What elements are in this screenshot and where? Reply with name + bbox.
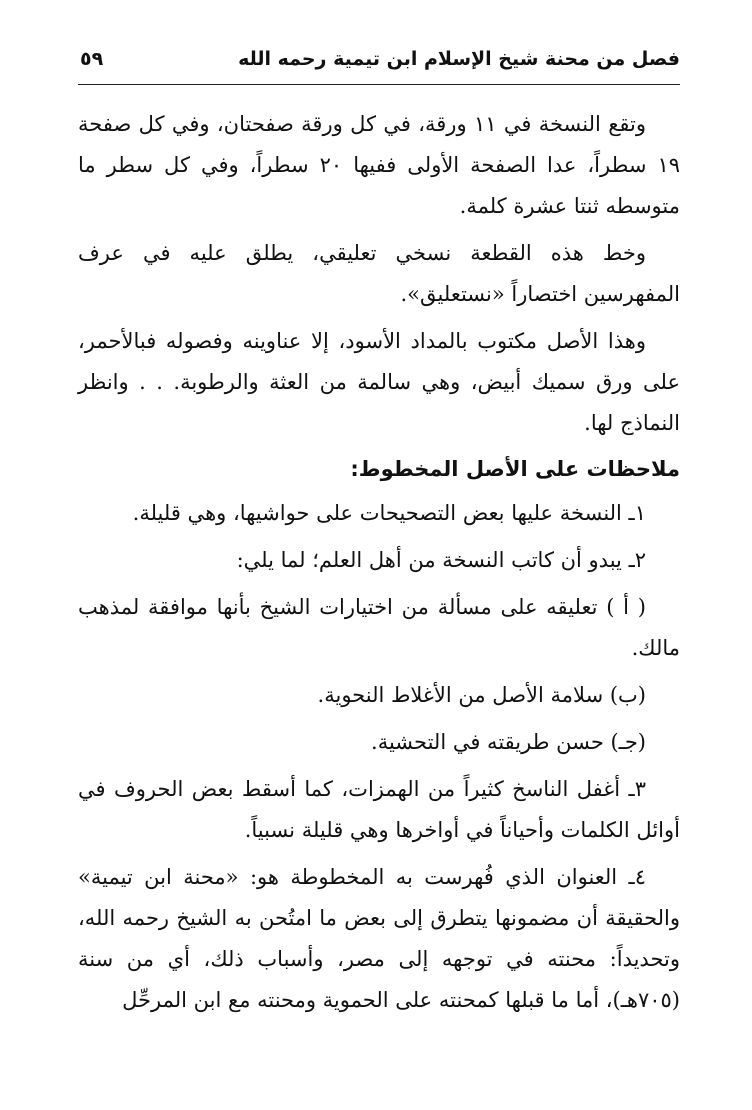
note-2: ٢ـ يبدو أن كاتب النسخة من أهل العلم؛ لما يلي: bbox=[236, 548, 646, 572]
note-2c: (جـ) حسن طريقته في التحشية. bbox=[371, 730, 646, 754]
paragraph-ink-and-paper: وهذا الأصل مكتوب بالمداد الأسود، إلا عناوينه وفصوله فبالأحمر، على ورق سميك أبيض، وهي سالمة من العثة والرطوبة. . . وانظر النماذج لها. bbox=[78, 329, 680, 435]
page-number: ٥٩ bbox=[80, 48, 104, 70]
running-header bbox=[78, 44, 680, 78]
header-rule bbox=[78, 84, 680, 85]
paragraph-script-type: وخط هذه القطعة نسخي تعليقي، يطلق عليه في عرف المفهرسين اختصاراً «نستعليق». bbox=[78, 241, 680, 306]
note-4: ٤ـ العنوان الذي فُهرست به المخطوطة هو: «محنة ابن تيمية» والحقيقة أن مضمونها يتطرق إلى بعض ما امتُحن به الشيخ رحمه الله، وتحديداً: محنته في توجهه إلى مصر، وأسباب ذلك، أي من سنة (٧٠٥هـ)، أما ما قبلها كمحنته على الحموية ومحنته مع ابن المرحِّل bbox=[78, 865, 680, 1012]
header-title: فصل من محنة شيخ الإسلام ابن تيمية رحمه الله bbox=[238, 48, 680, 70]
section-heading: ملاحظات على الأصل المخطوط: bbox=[350, 457, 680, 481]
note-3: ٣ـ أغفل الناسخ كثيراً من الهمزات، كما أسقط بعض الحروف في أوائل الكلمات وأحياناً في أواخرها وهي قليلة نسبياً. bbox=[78, 777, 680, 842]
note-2b: (ب) سلامة الأصل من الأغلاط النحوية. bbox=[317, 683, 646, 707]
paragraph-manuscript-description: وتقع النسخة في ١١ ورقة، في كل ورقة صفحتان، وفي كل صفحة ١٩ سطراً، عدا الصفحة الأولى ففيها ٢٠ سطراً، وفي كل سطر ما متوسطه ثنتا عشرة كلمة. bbox=[78, 112, 680, 218]
note-2a: ( أ ) تعليقه على مسألة من اختيارات الشيخ بأنها موافقة لمذهب مالك. bbox=[78, 595, 680, 660]
note-1: ١ـ النسخة عليها بعض التصحيحات على حواشيها، وهي قليلة. bbox=[132, 501, 646, 525]
page-body bbox=[78, 104, 680, 1021]
